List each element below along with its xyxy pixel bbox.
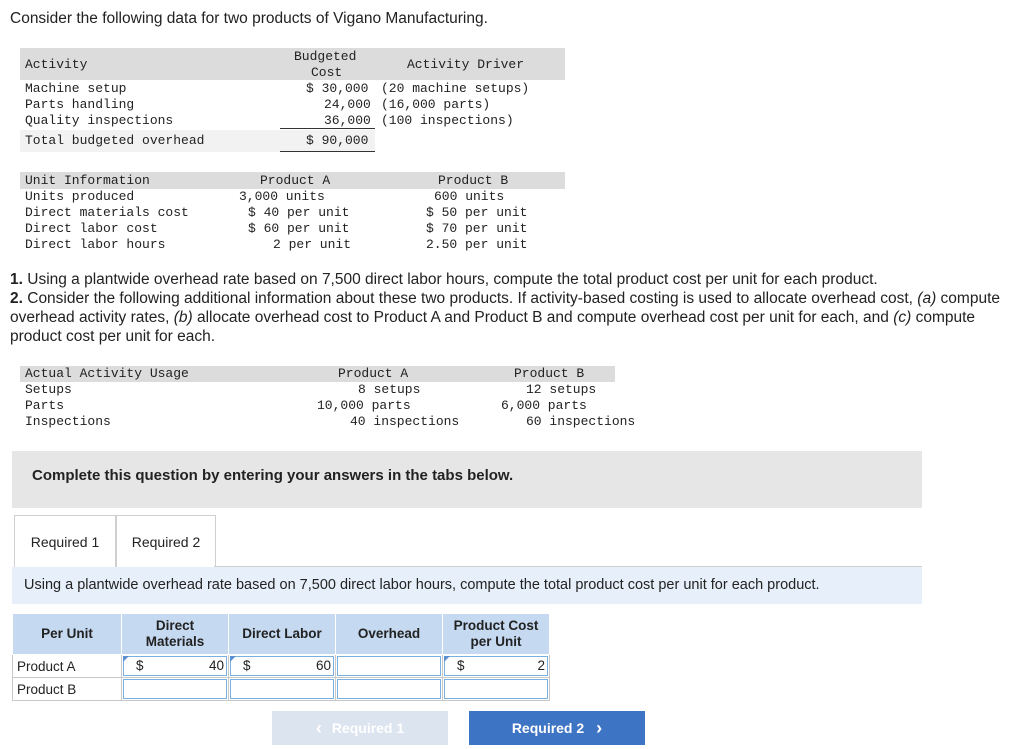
q2-number: 2. bbox=[10, 290, 23, 307]
dl-value: 60 bbox=[315, 658, 331, 673]
answer-table bbox=[12, 613, 550, 701]
unit-a-value: $ 40 per unit bbox=[248, 205, 350, 220]
q2-part-a: (a) bbox=[917, 290, 937, 307]
activity-cost: 24,000 bbox=[324, 97, 371, 112]
overhead-input[interactable] bbox=[336, 655, 443, 678]
dl-input[interactable] bbox=[229, 678, 336, 701]
q1-text: Using a plantwide overhead rate based on 7,500 direct labor hours, compute the total product cost per unit for each product. bbox=[22, 271, 878, 288]
usage-a-value: 10,000 parts bbox=[317, 398, 411, 413]
usage-a-header: Product A bbox=[338, 366, 409, 381]
usage-b-value: 12 setups bbox=[526, 382, 597, 397]
prev-required-1-button[interactable] bbox=[272, 711, 448, 745]
chevron-left-icon: ‹ bbox=[315, 717, 322, 738]
dm-input[interactable] bbox=[122, 655, 229, 678]
activity-cost: $ 30,000 bbox=[306, 81, 369, 96]
total-divider bbox=[280, 128, 375, 129]
usage-label: Setups bbox=[25, 382, 72, 397]
q1-number: 1. bbox=[10, 271, 23, 288]
currency-sign: $ bbox=[136, 658, 144, 673]
product-cost-value: 2 bbox=[537, 658, 545, 673]
unit-label: Direct materials cost bbox=[25, 205, 189, 220]
unit-a-value: 2 per unit bbox=[273, 237, 352, 252]
chevron-right-icon: › bbox=[596, 717, 603, 738]
product-cost-header: Product Cost per Unit bbox=[443, 614, 550, 655]
usage-b-value: 60 inspections bbox=[526, 414, 636, 429]
activity-driver: (20 machine setups) bbox=[381, 81, 530, 96]
unit-b-value: $ 50 per unit bbox=[426, 205, 528, 220]
q2-part-c: (c) bbox=[893, 309, 912, 326]
usage-b-header: Product B bbox=[514, 366, 585, 381]
total-underline bbox=[280, 151, 375, 152]
row-label: Product B bbox=[13, 678, 122, 701]
currency-sign: $ bbox=[457, 658, 465, 673]
product-cost-input[interactable] bbox=[443, 655, 550, 678]
usage-label: Inspections bbox=[25, 414, 111, 429]
next-button-label: Required 2 bbox=[511, 720, 585, 736]
product-a-header: Product A bbox=[260, 173, 331, 188]
dm-input[interactable] bbox=[122, 678, 229, 701]
activity-driver-header: Activity Driver bbox=[407, 57, 525, 72]
activity-header: Activity bbox=[25, 57, 88, 72]
table-row bbox=[13, 655, 550, 678]
q2-text: allocate overhead cost to Product A and Product B and compute overhead cost per unit for each, and bbox=[192, 309, 894, 326]
instruction-banner bbox=[12, 451, 922, 508]
usage-a-value: 40 inspections bbox=[350, 414, 460, 429]
tab-instruction bbox=[12, 567, 922, 604]
total-cost: $ 90,000 bbox=[306, 133, 369, 148]
activity-name: Machine setup bbox=[25, 81, 127, 96]
instruction-text: Using a plantwide overhead rate based on 7,500 direct labor hours, compute the total product cost per unit for each product. bbox=[24, 577, 820, 593]
budgeted-cost-header-1: Budgeted bbox=[294, 49, 357, 64]
budgeted-cost-header-2: Cost bbox=[311, 65, 343, 80]
usage-a-value: 8 setups bbox=[358, 382, 421, 397]
unit-label: Direct labor cost bbox=[25, 221, 158, 236]
overhead-header: Overhead bbox=[336, 614, 443, 655]
q2-text: Consider the following additional information about these two products. If activity-based costing is used to allocate overhead cost, bbox=[22, 290, 913, 307]
prev-button-label: Required 1 bbox=[331, 720, 405, 736]
dl-input[interactable] bbox=[229, 655, 336, 678]
unit-a-value: 3,000 units bbox=[239, 189, 325, 204]
usage-b-value: 6,000 parts bbox=[501, 398, 587, 413]
activity-name: Quality inspections bbox=[25, 113, 174, 128]
unit-label: Units produced bbox=[25, 189, 135, 204]
question-text bbox=[10, 270, 1010, 346]
banner-text: Complete this question by entering your answers in the tabs below. bbox=[32, 467, 514, 484]
unit-label: Direct labor hours bbox=[25, 237, 166, 252]
input-marker bbox=[230, 656, 236, 662]
activity-name: Parts handling bbox=[25, 97, 135, 112]
input-marker bbox=[444, 656, 450, 662]
currency-sign: $ bbox=[243, 658, 251, 673]
unit-info-header: Unit Information bbox=[25, 173, 150, 188]
total-label: Total budgeted overhead bbox=[25, 133, 205, 148]
next-required-2-button[interactable] bbox=[469, 711, 645, 745]
row-label: Product A bbox=[13, 655, 122, 678]
intro-text: Consider the following data for two products of Vigano Manufacturing. bbox=[10, 10, 488, 27]
activity-cost: 36,000 bbox=[324, 113, 371, 128]
product-b-header: Product B bbox=[438, 173, 509, 188]
usage-header: Actual Activity Usage bbox=[25, 366, 189, 381]
direct-labor-header: Direct Labor bbox=[229, 614, 336, 655]
product-cost-input[interactable] bbox=[443, 678, 550, 701]
dm-value: 40 bbox=[208, 658, 224, 673]
q2-text: compute product cost per unit for each. bbox=[10, 309, 976, 345]
overhead-input[interactable] bbox=[336, 678, 443, 701]
q2-part-b: (b) bbox=[173, 309, 193, 326]
direct-materials-header: Direct Materials bbox=[122, 614, 229, 655]
q2-text: compute overhead activity rates, bbox=[10, 290, 1001, 326]
usage-label: Parts bbox=[25, 398, 65, 413]
activity-driver: (100 inspections) bbox=[381, 113, 514, 128]
tab-required-2[interactable]: Required 2 bbox=[116, 515, 216, 568]
activity-driver: (16,000 parts) bbox=[381, 97, 491, 112]
per-unit-header: Per Unit bbox=[13, 614, 122, 655]
tab-required-1[interactable]: Required 1 bbox=[14, 515, 116, 568]
unit-b-value: 2.50 per unit bbox=[426, 237, 528, 252]
unit-a-value: $ 60 per unit bbox=[248, 221, 350, 236]
table-row bbox=[13, 678, 550, 701]
unit-b-value: $ 70 per unit bbox=[426, 221, 528, 236]
unit-b-value: 600 units bbox=[434, 189, 505, 204]
input-marker bbox=[123, 656, 129, 662]
